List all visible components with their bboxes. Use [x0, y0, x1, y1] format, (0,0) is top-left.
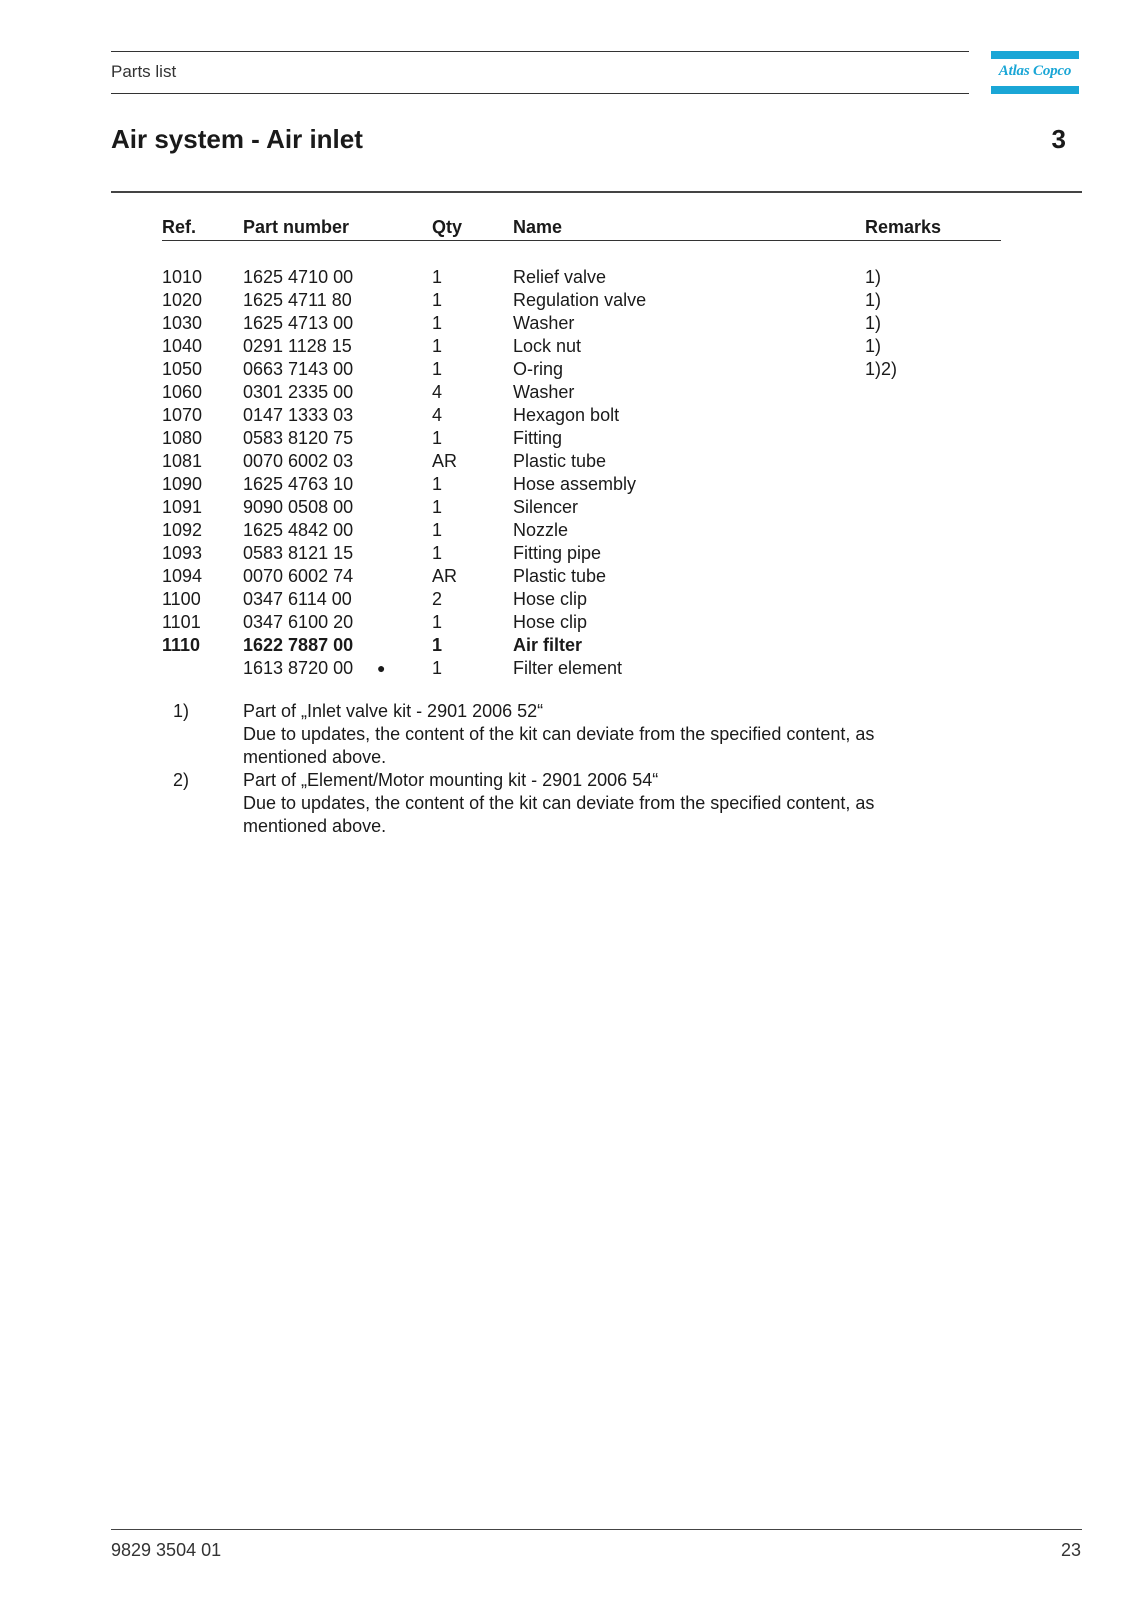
footnote-number: 1) — [173, 701, 190, 721]
footnote-line: Due to updates, the content of the kit can deviate from the specified content, as mentioned above. — [243, 793, 875, 836]
row-name: Hose assembly — [513, 474, 637, 494]
col-header-part-number: Part number — [243, 217, 350, 237]
table-row — [0, 611, 1131, 634]
row-ref: 1110 — [162, 635, 201, 655]
row-name: Hexagon bolt — [513, 405, 620, 425]
row-qty: 1 — [432, 428, 443, 448]
row-name: Hose clip — [513, 589, 588, 609]
row-ref: 1040 — [162, 336, 203, 356]
row-name: Washer — [513, 382, 575, 402]
row-qty: 1 — [432, 336, 443, 356]
header-top-rule — [111, 51, 969, 52]
table-row — [0, 404, 1131, 427]
logo-bottom-bar — [991, 86, 1079, 94]
row-bullet: ● — [377, 660, 386, 676]
table-row — [0, 496, 1131, 519]
footnote-body — [243, 769, 943, 838]
footnote-body — [243, 700, 943, 769]
col-header-ref: Ref. — [162, 217, 197, 237]
parts-table-body — [0, 266, 1131, 680]
table-row — [0, 335, 1131, 358]
footnote-number: 2) — [173, 770, 190, 790]
row-name: Nozzle — [513, 520, 569, 540]
table-row — [0, 634, 1131, 657]
row-part-number: 1625 4842 00 — [243, 520, 354, 540]
row-ref: 1080 — [162, 428, 203, 448]
row-part-number: 0070 6002 74 — [243, 566, 354, 586]
row-qty: 1 — [432, 267, 443, 287]
row-name: Lock nut — [513, 336, 582, 356]
row-part-number: 9090 0508 00 — [243, 497, 354, 517]
table-row — [0, 312, 1131, 335]
footnote-line: Part of „Element/Motor mounting kit - 2901 2006 54“ — [243, 770, 659, 790]
footer-rule — [111, 1529, 1082, 1530]
row-part-number: 1625 4711 80 — [243, 290, 352, 310]
row-ref: 1094 — [162, 566, 203, 586]
row-qty: 1 — [432, 635, 443, 655]
row-name: O-ring — [513, 359, 564, 379]
col-header-remarks: Remarks — [865, 217, 942, 237]
table-header-rule — [162, 240, 1001, 241]
row-remarks: 1) — [865, 267, 882, 287]
row-ref: 1093 — [162, 543, 203, 563]
row-qty: 1 — [432, 474, 443, 494]
row-qty: 1 — [432, 290, 443, 310]
logo-top-bar — [991, 51, 1079, 59]
row-qty: AR — [432, 566, 458, 586]
table-row — [0, 358, 1131, 381]
row-ref: 1030 — [162, 313, 203, 333]
row-name: Filter element — [513, 658, 623, 678]
row-name: Washer — [513, 313, 575, 333]
row-part-number: 0347 6100 20 — [243, 612, 354, 632]
table-row — [0, 427, 1131, 450]
row-name: Plastic tube — [513, 451, 607, 471]
row-qty: 1 — [432, 313, 443, 333]
row-part-number: 1613 8720 00 — [243, 658, 354, 678]
row-part-number: 0663 7143 00 — [243, 359, 354, 379]
row-part-number: 0070 6002 03 — [243, 451, 354, 471]
col-header-qty: Qty — [432, 217, 463, 237]
row-part-number: 0301 2335 00 — [243, 382, 354, 402]
row-remarks: 1) — [865, 336, 882, 356]
table-row — [0, 450, 1131, 473]
row-part-number: 0347 6114 00 — [243, 589, 352, 609]
header-bottom-rule — [111, 93, 969, 94]
row-ref: 1050 — [162, 359, 203, 379]
row-qty: 1 — [432, 543, 443, 563]
row-qty: 4 — [432, 405, 443, 425]
table-row — [0, 266, 1131, 289]
row-part-number: 1622 7887 00 — [243, 635, 354, 655]
row-name: Fitting pipe — [513, 543, 602, 563]
row-name: Air filter — [513, 635, 583, 655]
row-part-number: 0583 8120 75 — [243, 428, 354, 448]
logo-wordmark: Atlas Copco — [998, 63, 1072, 79]
table-row — [0, 588, 1131, 611]
row-remarks: 1) — [865, 290, 882, 310]
footnote-line: Due to updates, the content of the kit can deviate from the specified content, as mentioned above. — [243, 724, 875, 767]
row-remarks: 1) — [865, 313, 882, 333]
col-header-name: Name — [513, 217, 563, 237]
row-qty: 1 — [432, 658, 443, 678]
footnote-line: Part of „Inlet valve kit - 2901 2006 52“ — [243, 701, 544, 721]
row-qty: 1 — [432, 520, 443, 540]
row-qty: 4 — [432, 382, 443, 402]
row-name: Relief valve — [513, 267, 607, 287]
table-row — [0, 381, 1131, 404]
document-number: 9829 3504 01 — [111, 1540, 222, 1560]
header-section-label: Parts list — [111, 62, 177, 81]
row-name: Fitting — [513, 428, 563, 448]
table-row — [0, 565, 1131, 588]
row-ref: 1060 — [162, 382, 203, 402]
atlas-copco-logo — [991, 51, 1079, 94]
row-ref: 1010 — [162, 267, 203, 287]
row-name: Plastic tube — [513, 566, 607, 586]
row-name: Silencer — [513, 497, 579, 517]
row-ref: 1101 — [162, 612, 201, 632]
row-qty: 1 — [432, 497, 443, 517]
section-number: 3 — [1051, 124, 1066, 154]
row-part-number: 1625 4713 00 — [243, 313, 354, 333]
row-part-number: 1625 4763 10 — [243, 474, 354, 494]
table-row — [0, 289, 1131, 312]
footnote — [0, 700, 1131, 769]
table-row — [0, 519, 1131, 542]
page-number: 23 — [1060, 1540, 1081, 1560]
row-part-number: 0583 8121 15 — [243, 543, 354, 563]
row-part-number: 1625 4710 00 — [243, 267, 354, 287]
row-name: Hose clip — [513, 612, 588, 632]
row-ref: 1081 — [162, 451, 203, 471]
row-name: Regulation valve — [513, 290, 647, 310]
table-row — [0, 657, 1131, 680]
row-qty: AR — [432, 451, 458, 471]
footnote — [0, 769, 1131, 838]
row-part-number: 0147 1333 03 — [243, 405, 354, 425]
row-ref: 1090 — [162, 474, 203, 494]
row-qty: 1 — [432, 359, 443, 379]
row-ref: 1070 — [162, 405, 203, 425]
row-remarks: 1)2) — [865, 359, 898, 379]
row-ref: 1091 — [162, 497, 203, 517]
row-ref: 1020 — [162, 290, 203, 310]
page-title: Air system - Air inlet — [111, 124, 363, 154]
row-ref: 1092 — [162, 520, 203, 540]
title-rule — [111, 191, 1082, 193]
table-row — [0, 542, 1131, 565]
row-qty: 2 — [432, 589, 443, 609]
row-part-number: 0291 1128 15 — [243, 336, 352, 356]
row-qty: 1 — [432, 612, 443, 632]
footnotes — [0, 700, 1131, 838]
table-row — [0, 473, 1131, 496]
row-ref: 1100 — [162, 589, 201, 609]
